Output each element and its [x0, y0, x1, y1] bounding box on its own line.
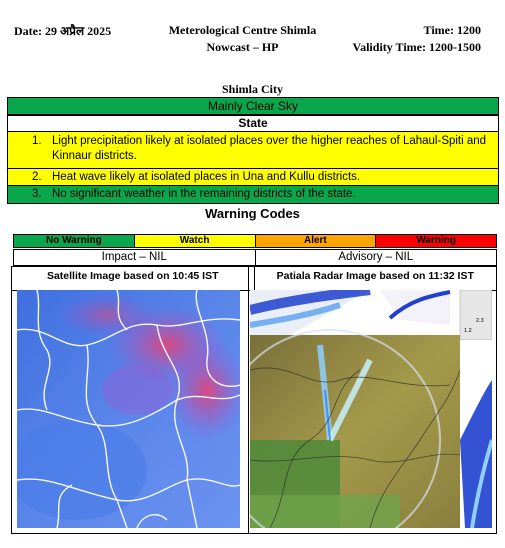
validity-time: Validity Time: 1200-1500 [352, 40, 481, 54]
item-number: 3. [32, 188, 42, 200]
satellite-image [17, 290, 240, 528]
radar-legend-bottom: 1.2 [464, 328, 472, 334]
list-item [8, 185, 498, 203]
item-text: Heat wave likely at isolated places in Una and Kullu districts. [52, 171, 361, 183]
sky-condition: Mainly Clear Sky [7, 97, 499, 115]
code-no-warning: No Warning [14, 235, 134, 247]
advisory-text: Advisory – NIL [255, 250, 497, 265]
issue-time: Time: 1200 [423, 23, 481, 37]
list-item [8, 132, 498, 168]
code-watch: Watch [134, 235, 255, 247]
state-forecast-list [7, 132, 499, 204]
radar-legend-top: 2.3 [476, 318, 484, 324]
product-name: Nowcast – HP [206, 40, 279, 54]
centre-name: Meterological Centre Shimla [168, 23, 317, 37]
radar-caption: Patiala Radar Image based on 11:32 IST [254, 267, 497, 290]
warning-code-legend [13, 234, 497, 248]
city-title: Shimla City [221, 82, 283, 96]
item-number: 2. [32, 171, 42, 183]
impact-text: Impact – NIL [101, 251, 167, 263]
item-text: No significant weather in the remaining districts of the state. [52, 188, 356, 200]
code-alert: Alert [255, 235, 376, 247]
impact-advisory-row [13, 249, 497, 266]
column-divider [248, 267, 249, 533]
image-captions [12, 267, 496, 291]
warning-codes-title: Warning Codes [205, 206, 300, 221]
code-warning: Warning [375, 235, 496, 247]
item-text: Light precipitation likely at isolated places over the higher reaches of Lahaul-Spiti and Kinnaur districts. [52, 135, 487, 162]
list-item [8, 168, 498, 185]
header-centre-block [160, 22, 325, 56]
satellite-caption: Satellite Image based on 10:45 IST [46, 270, 219, 282]
state-heading: State [7, 115, 499, 132]
item-number: 1. [32, 135, 42, 147]
report-date: Date: 29 अप्रैल 2025 [14, 24, 112, 38]
radar-image [250, 290, 492, 528]
header-time-block [353, 22, 481, 56]
